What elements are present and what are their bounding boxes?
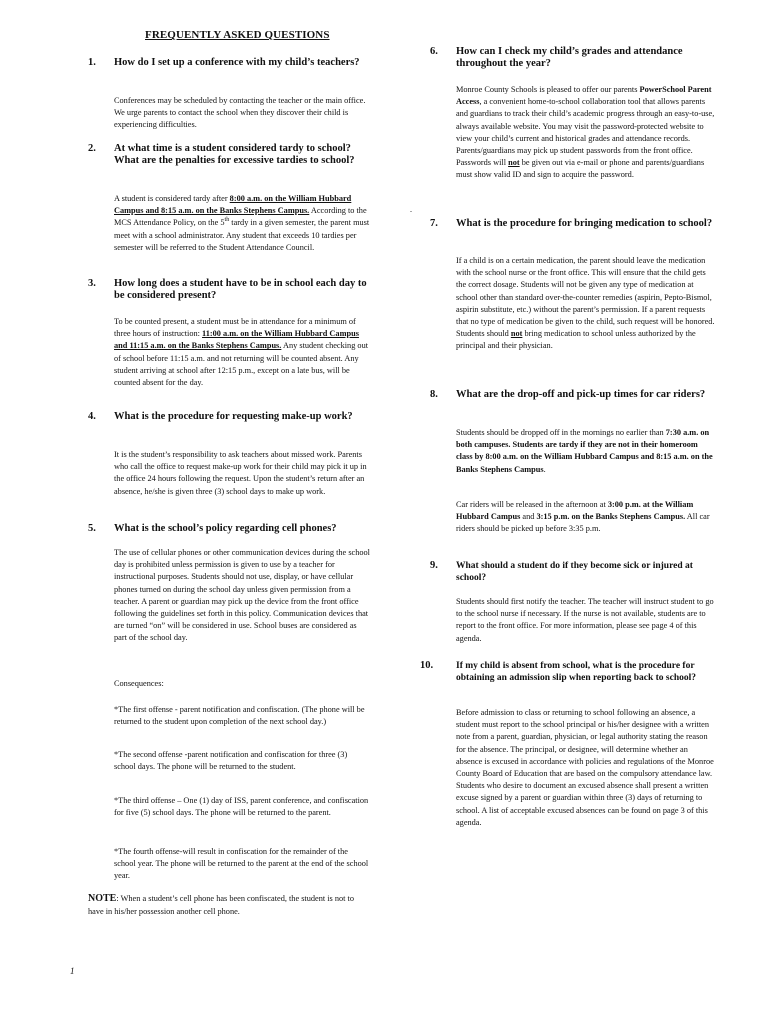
- question-text: At what time is a student considered tardy to school? What are the penalties for excessive tardies to school?: [114, 143, 355, 167]
- note-label: NOTE: [88, 893, 117, 904]
- consequence-2: *The second offense -parent notification and confiscation for three (3) school days. The phone will be returned to the student.: [114, 750, 348, 772]
- question-number: 7.: [430, 218, 438, 229]
- question-number: 4.: [88, 411, 96, 422]
- consequence-1: *The first offense - parent notification and confiscation. (The phone will be returned to the student upon completion of the next school day.): [114, 705, 365, 727]
- question-number: 6.: [430, 46, 438, 57]
- question-number: 5.: [88, 523, 96, 534]
- answer-text: Monroe County Schools is pleased to offer our parents PowerSchool Parent Access, a convenient home-to-school collaboration tool that allows parents and guardians to track their child’s academic progress through an easy-to-use, always available website. You may visit the password-protected website to view your child’s current and historical grades and attendance records. Parents/guardians may pick up student passwords from the front office. Passwords will not be given out via e-mail or phone and parents/guardians must show valid ID and sign to acquire the password.: [456, 85, 715, 180]
- answer-text: Students should first notify the teacher. The teacher will instruct student to go to the school nurse if necessary. If the nurse is not available, students are to report to the front office. For more information, please see page 4 of this agenda.: [456, 597, 714, 643]
- page-number: 1: [70, 966, 75, 976]
- question-text: What should a student do if they become sick or injured at school?: [456, 561, 693, 584]
- question-text: If my child is absent from school, what is the procedure for obtaining an admission slip when reporting back to school?: [456, 661, 697, 684]
- question-text: How can I check my child’s grades and attendance throughout the year?: [456, 46, 683, 70]
- cell-phone-note: [88, 893, 370, 918]
- consequence-3: *The third offense – One (1) day of ISS, parent conference, and confiscation for five (5) school days. The phone will be returned to the parent.: [114, 796, 369, 818]
- answer-pickup: Car riders will be released in the afternoon at 3:00 p.m. at the William Hubbard Campus and 3:15 p.m. on the Banks Stephens Campus. All car riders should be picked up before 3:35 p.m.: [456, 500, 710, 534]
- question-text: How do I set up a conference with my child’s teachers?: [114, 57, 360, 68]
- question-text: What is the procedure for requesting make-up work?: [114, 411, 353, 422]
- answer-text: A student is considered tardy after 8:00 a.m. on the William Hubbard Campus and 8:15 a.m. on the Banks Stephens Campus. According to the MCS Attendance Policy, on the 5th tardy in a given semester, the parent must meet with a school administrator. Any student that exceeds 10 tardies per semester will be referred to the Student Attendance Council.: [114, 194, 370, 252]
- question-number: 3.: [88, 278, 96, 289]
- page-title: FREQUENTLY ASKED QUESTIONS: [145, 29, 330, 41]
- question-text: How long does a student have to be in school each day to be considered present?: [114, 278, 367, 302]
- consequences-label: Consequences:: [114, 679, 164, 688]
- question-number: 8.: [430, 389, 438, 400]
- note-text: : When a student’s cell phone has been confiscated, the student is not to have in his/her possession another cell phone.: [88, 894, 354, 916]
- answer-text: To be counted present, a student must be in attendance for a minimum of three hours of instruction: 11:00 a.m. on the William Hubbard Campus and 11:15 a.m. on the Banks Stephens Campus. Any student checking out of school before 11:15 a.m. and not returning will be counted absent. Any student arriving at school after 12:15 p.m., except on a late bus, will be counted absent for the day.: [114, 317, 369, 388]
- question-number: 1.: [88, 57, 96, 68]
- question-text: What is the school’s policy regarding cell phones?: [114, 523, 337, 534]
- answer-text: It is the student’s responsibility to ask teachers about missed work. Parents who call the office to request make-up work for their child may pick it up in the office 24 hours following the request. Upon the student’s return after an absence, he/she is given three (3) school days to make up work.: [114, 450, 367, 496]
- question-number: 10.: [420, 660, 434, 671]
- answer-text: The use of cellular phones or other communication devices during the school day is prohibited unless permission is given to use by a teacher for instructional purposes. Students should not use, display, or have cellular phones turned on during the school day unless given permission from a teacher. A parent or guardian may pick up the device from the front office following the guidelines set forth in this policy. Communication devices that are turned “on” will be considered in use. School buses are considered as part of the school day.: [114, 548, 370, 643]
- answer-text: Conferences may be scheduled by contacting the teacher or the main office. We urge parents to contact the school when they discover their child is experiencing difficulties.: [114, 96, 366, 130]
- consequence-4: *The fourth offense-will result in confiscation for the remainder of the school year. The phone will be returned to the parent at the end of the school year.: [114, 847, 369, 881]
- question-number: 2.: [88, 143, 96, 154]
- answer-text: If a child is on a certain medication, the parent should leave the medication with the school nurse or the front office. This will ensure that the child gets the correct dosage. Students will not be given any type of medication at school other than standard over-the-counter remedies (aspirin, Pepto-Bismol, aspirin substitute, etc.) without the parent’s permission. If a parent requests that no type of medication be given to the child, such request will be honored. Students should not bring medication to school unless authorized by the principal and their physician.: [456, 256, 715, 351]
- answer-text: Before admission to class or returning to school following an absence, a student must report to the school principal or his/her designee with a written note from a parent, guardian, physician, or legal authority stating the reason for the absence. The principal, or designee, will determine whether an absence is excused in accordance with policies and regulations of the Monroe County Board of Education that are based on the compulsory attendance law. Students who desire to document an excused absence shall present a written excuse signed by a parent or guardian within three (3) days of returning to school. A list of acceptable excused absences can be found on page 3 of this agenda.: [456, 708, 714, 827]
- stray-mark: .: [410, 205, 412, 214]
- answer-dropoff: Students should be dropped off in the mornings no earlier than 7:30 a.m. on both campuses. Students are tardy if they are not in their homeroom class by 8:00 a.m. on the William Hubbard Campus and 8:15 a.m. on the Banks Stephens Campus.: [456, 428, 713, 474]
- question-text: What is the procedure for bringing medication to school?: [456, 218, 713, 229]
- question-text: What are the drop-off and pick-up times for car riders?: [456, 389, 706, 400]
- question-number: 9.: [430, 560, 438, 571]
